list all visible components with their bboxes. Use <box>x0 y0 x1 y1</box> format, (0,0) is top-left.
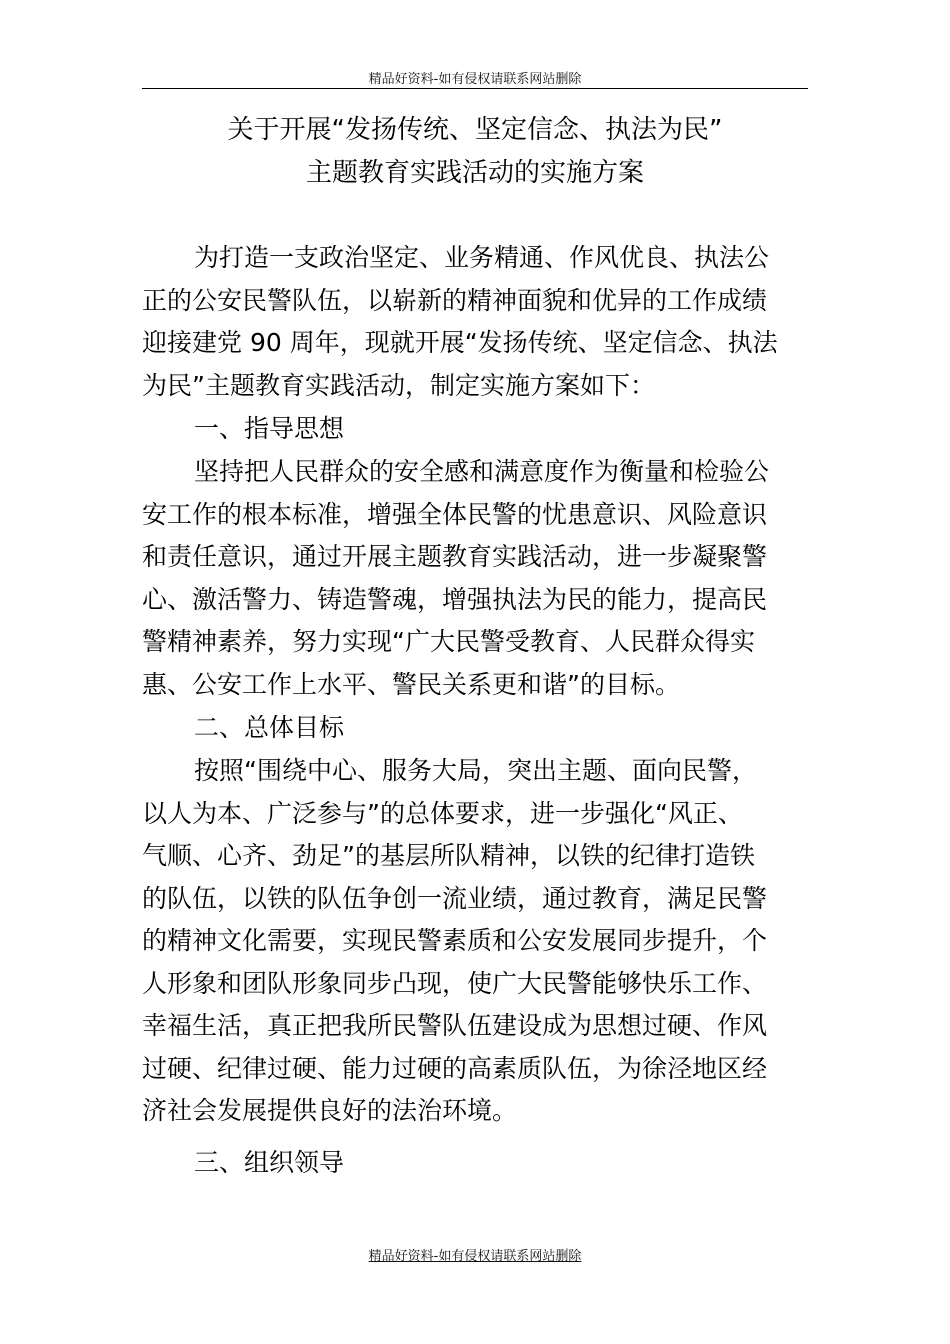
paragraph-line: 心、激活警力、铸造警魂，增强执法为民的能力，提高民 <box>142 584 768 614</box>
section-heading-guiding-ideology: 一、指导思想 <box>194 414 345 443</box>
header-rule <box>142 88 808 89</box>
paragraph-line: 的精神文化需要，实现民警素质和公安发展同步提升，个 <box>142 926 768 955</box>
paragraph-line: 人形象和团队形象同步凸现，使广大民警能够快乐工作、 <box>142 968 768 998</box>
footer-watermark: 精品好资料-如有侵权请联系网站删除 <box>368 1249 582 1264</box>
paragraph-line: 按照“围绕中心、服务大局，突出主题、面向民警， <box>194 756 757 785</box>
header-watermark: 精品好资料-如有侵权请联系网站删除 <box>368 72 582 87</box>
section-heading-overall-goals: 二、总体目标 <box>194 713 345 742</box>
paragraph-line: 正的公安民警队伍，以崭新的精神面貌和优异的工作成绩 <box>142 285 768 315</box>
section2-paragraph <box>142 750 808 1133</box>
paragraph-line: 过硬、纪律过硬、能力过硬的高素质队伍，为徐泾地区经 <box>142 1053 768 1083</box>
paragraph-line: 幸福生活，真正把我所民警队伍建设成为思想过硬、作风 <box>142 1011 768 1040</box>
paragraph-line: 为民”主题教育实践活动，制定实施方案如下： <box>142 370 655 400</box>
section1-paragraph <box>142 451 808 706</box>
paragraph-line: 坚持把人民群众的安全感和满意度作为衡量和检验公 <box>194 457 770 486</box>
paragraph-line: 以人为本、广泛参与”的总体要求，进一步强化“风正、 <box>142 798 743 828</box>
document-title-line-2: 主题教育实践活动的实施方案 <box>305 158 644 188</box>
paragraph-line: 安工作的根本标准，增强全体民警的忧患意识、风险意识 <box>142 499 768 529</box>
paragraph-line: 的队伍，以铁的队伍争创一流业绩，通过教育，满足民警 <box>142 883 768 913</box>
intro-paragraph <box>142 237 808 407</box>
paragraph-line: 迎接建党 90 周年，现就开展“发扬传统、坚定信念、执法 <box>142 328 778 357</box>
paragraph-line: 为打造一支政治坚定、业务精通、作风优良、执法公 <box>194 243 770 272</box>
paragraph-line: 和责任意识，通过开展主题教育实践活动，进一步凝聚警 <box>142 542 768 571</box>
paragraph-line: 警精神素养，努力实现“广大民警受教育、人民群众得实 <box>142 627 755 656</box>
document-body <box>142 237 808 1185</box>
paragraph-line: 气顺、心齐、劲足”的基层所队精神，以铁的纪律打造铁 <box>142 841 755 870</box>
section-heading-organization-leadership: 三、组织领导 <box>194 1147 345 1177</box>
paragraph-line: 惠、公安工作上水平、警民关系更和谐”的目标。 <box>142 669 680 699</box>
paragraph-line: 济社会发展提供良好的法治环境。 <box>142 1096 518 1125</box>
document-title-line-1: 关于开展“发扬传统、坚定信念、执法为民” <box>227 115 723 145</box>
spacer <box>142 1133 808 1141</box>
